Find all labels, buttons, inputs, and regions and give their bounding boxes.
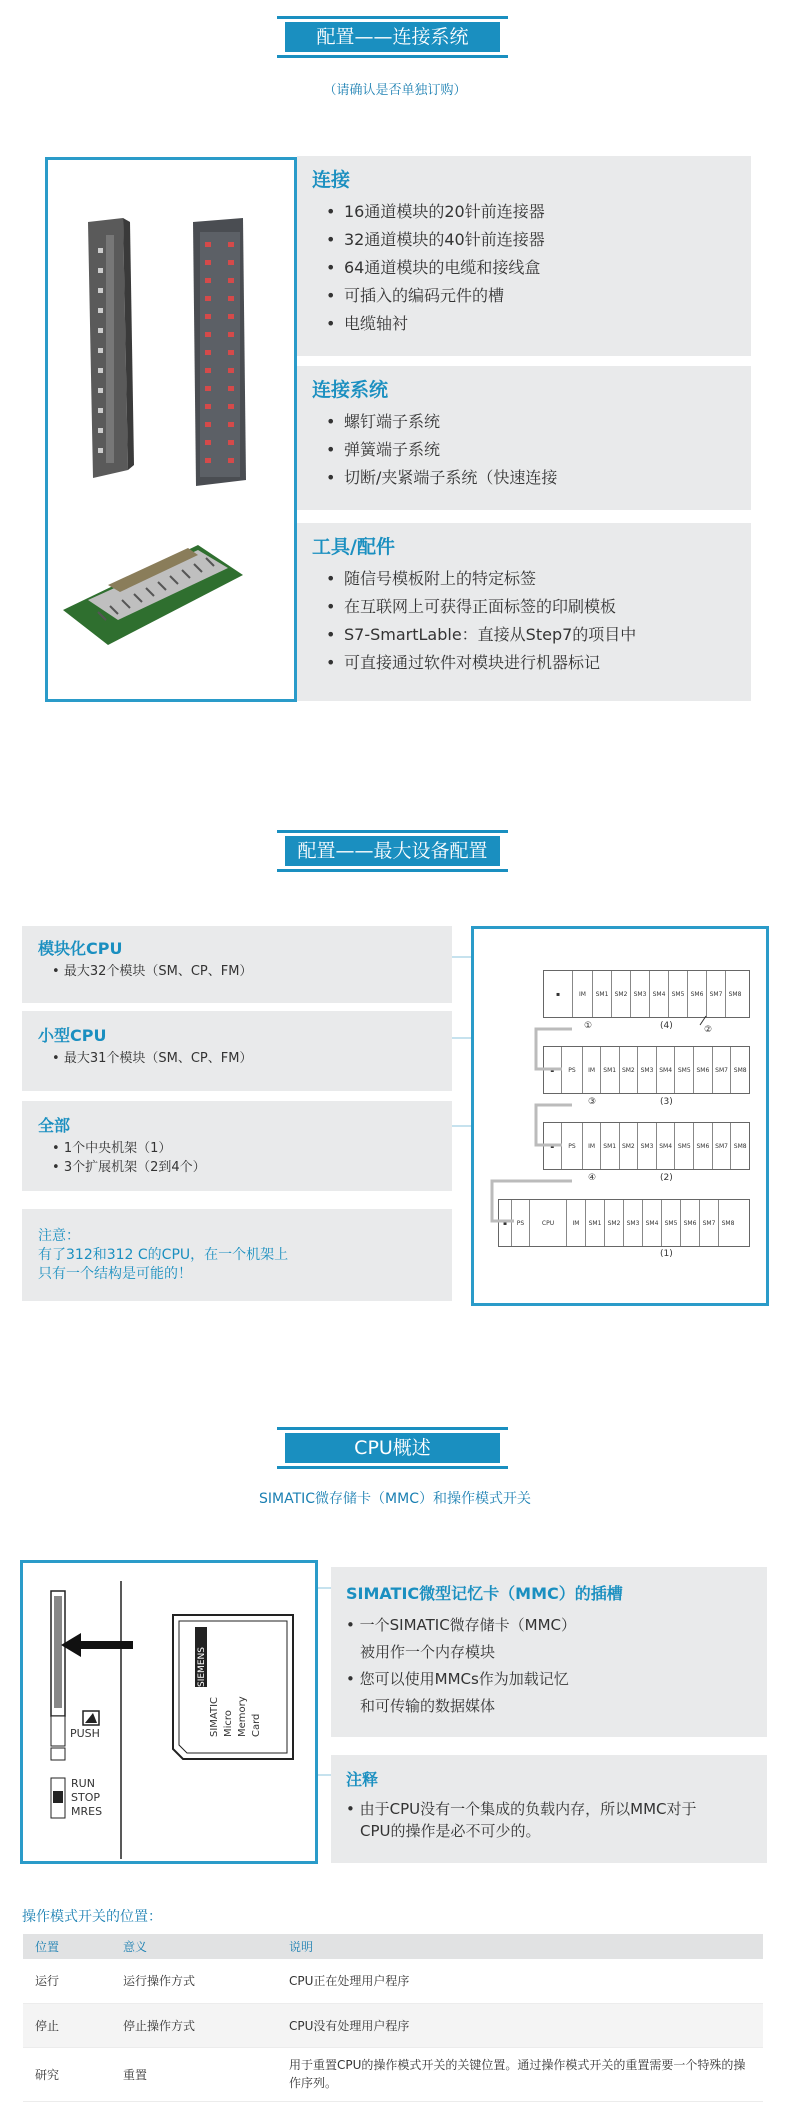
table-cell: 用于重置CPU的操作模式开关的关键位置。通过操作模式开关的重置需要一个特殊的操作序列。	[277, 2047, 763, 2101]
rack-slot: IM	[567, 1200, 586, 1246]
rack-slot: SM1	[601, 1047, 620, 1093]
panel-tools-title: 工具/配件	[312, 536, 395, 558]
table-cell: 重置	[111, 2047, 277, 2101]
card-line: Memory	[237, 1696, 248, 1737]
rack-slot: SM5	[675, 1047, 694, 1093]
table-cell: 运行操作方式	[111, 1959, 277, 2003]
rack-label: (2)	[660, 1173, 673, 1183]
panel-note-title: 注释	[346, 1770, 379, 1789]
rack-slot: SM6	[694, 1123, 713, 1169]
terminal-block-image	[63, 545, 243, 645]
list-item: • 32通道模块的40针前连接器	[326, 226, 751, 254]
table-header: 意义	[111, 1934, 277, 1959]
panel-tools	[297, 523, 751, 701]
list-item: • 您可以使用MMCs作为加载记忆	[346, 1670, 569, 1688]
list-item: • 电缆轴衬	[326, 310, 751, 338]
panel-connection-system-title: 连接系统	[312, 379, 389, 401]
rack-label: (3)	[660, 1097, 673, 1107]
list-item: • 弹簧端子系统	[326, 436, 751, 464]
list-item: • 可直接通过软件对模块进行机器标记	[326, 649, 751, 677]
list-item: • 最大32个模块（SM、CP、FM）	[52, 964, 253, 979]
list-item-text: 3个扩展机架（2到4个）	[63, 1160, 206, 1175]
block-all-title: 全部	[38, 1116, 71, 1135]
rack-slot: SM5	[675, 1123, 694, 1169]
panel-note	[331, 1755, 767, 1863]
block-compact-cpu-title: 小型CPU	[38, 1026, 107, 1045]
panel-connection-system	[297, 366, 751, 510]
list-item: • 螺钉端子系统	[326, 408, 751, 436]
panel-connection	[297, 156, 751, 356]
list-item: • 在互联网上可获得正面标签的印刷模板	[326, 593, 751, 621]
table-cell: CPU没有处理用户程序	[277, 2003, 763, 2047]
rack-slot: SM8	[733, 1142, 747, 1150]
rack-slot: SM2	[620, 1123, 639, 1169]
block-note	[22, 1209, 452, 1301]
rack-slot-empty: ▪	[544, 1047, 562, 1093]
rack-slot: SM3	[638, 1047, 657, 1093]
block-modular-cpu	[22, 926, 452, 1003]
rack-slot: SM2	[612, 971, 631, 1017]
table-cell: 停止	[23, 2003, 111, 2047]
list-item-continuation: 被用作一个内存模块	[360, 1643, 496, 1661]
list-item-text: 由于CPU没有一个集成的负载内存，所以MMC对于	[359, 1800, 697, 1818]
list-item: • 由于CPU没有一个集成的负载内存，所以MMC对于	[346, 1800, 697, 1818]
connector-images-frame	[45, 157, 297, 702]
rack-label: (1)	[660, 1249, 673, 1259]
rack-slot: SM5	[662, 1200, 681, 1246]
rack-slot: SM3	[631, 971, 650, 1017]
list-item-continuation: 和可传输的数据媒体	[360, 1697, 496, 1715]
rack-slot: IM	[573, 971, 593, 1017]
table-row	[23, 2047, 763, 2101]
rack-slot: SM2	[605, 1200, 624, 1246]
rack-slot: SM7	[713, 1123, 732, 1169]
table-header-row	[23, 1934, 763, 1959]
rack-slot-empty: ▪	[499, 1200, 512, 1246]
list-item: • 随信号模板附上的特定标签	[326, 565, 751, 593]
rack-slot: SM7	[713, 1047, 732, 1093]
rack-slot: SM4	[657, 1047, 676, 1093]
rack-slot: SM8	[721, 1219, 735, 1227]
panel-connection-title: 连接	[312, 169, 351, 191]
list-item: • 一个SIMATIC微存储卡（MMC）	[346, 1616, 577, 1634]
section2-banner: 配置——最大设备配置	[285, 836, 500, 866]
list-item-text: 最大31个模块（SM、CP、FM）	[63, 1051, 253, 1066]
table-cell: 停止操作方式	[111, 2003, 277, 2047]
rack-slot: SM4	[643, 1200, 662, 1246]
card-line: Card	[251, 1713, 262, 1737]
card-line: SIMATIC	[209, 1696, 220, 1737]
list-item: • S7-SmartLable：直接从Step7的项目中	[326, 621, 751, 649]
section1-subtitle: （请确认是否单独订购）	[323, 83, 467, 98]
card-brand: SIEMENS	[197, 1647, 207, 1687]
card-line: Micro	[223, 1710, 234, 1737]
rack-slot: SM8	[733, 1066, 747, 1074]
table-header: 说明	[277, 1934, 763, 1959]
list-item: • 16通道模块的20针前连接器	[326, 198, 751, 226]
table-caption: 操作模式开关的位置：	[22, 1909, 162, 1925]
rack-slot: SM2	[620, 1047, 639, 1093]
list-item: • 最大31个模块（SM、CP、FM）	[52, 1051, 253, 1066]
circle-label: ③	[588, 1097, 597, 1107]
push-label: PUSH	[70, 1727, 100, 1740]
note-line1: 有了312和312 C的CPU，在一个机架上	[38, 1247, 289, 1263]
mmc-illustration-frame	[20, 1560, 318, 1864]
rack-slot: PS	[512, 1200, 530, 1246]
table-cell: CPU正在处理用户程序	[277, 1959, 763, 2003]
rack-slot: SM6	[681, 1200, 700, 1246]
table-row	[23, 2003, 763, 2047]
block-connector-lines	[452, 930, 472, 1230]
mmc-slot-illustration	[23, 1563, 315, 1861]
rack-slot: SM7	[700, 1200, 719, 1246]
list-item-text: 一个SIMATIC微存储卡（MMC）	[359, 1616, 577, 1634]
rack-slot: SM7	[707, 971, 726, 1017]
section3-subtitle: SIMATIC微存储卡（MMC）和操作模式开关	[259, 1491, 531, 1507]
rack-slot: CPU	[530, 1200, 567, 1246]
section1-banner: 配置——连接系统	[285, 22, 500, 52]
rack-label: (4)	[660, 1021, 673, 1031]
circle-label: ②	[704, 1025, 713, 1035]
switch-label-run: RUN	[71, 1777, 95, 1790]
list-item-continuation: CPU的操作是必不可少的。	[360, 1822, 541, 1840]
note-line2: 只有一个结构是可能的！	[38, 1266, 192, 1282]
list-item: • 1个中央机架（1）	[52, 1141, 172, 1156]
rack-slot: SM3	[638, 1123, 657, 1169]
table-cell: 运行	[23, 1959, 111, 2003]
block-compact-cpu	[22, 1011, 452, 1091]
rack-slot: SM6	[694, 1047, 713, 1093]
rack-slot: SM1	[593, 971, 612, 1017]
table-cell: 研究	[23, 2047, 111, 2101]
rack-slot-empty: ▪	[544, 1123, 562, 1169]
rack-slot: PS	[562, 1047, 584, 1093]
rack-diagram-frame	[471, 926, 769, 1306]
list-item-text: 您可以使用MMCs作为加载记忆	[359, 1670, 569, 1688]
note-label: 注意：	[38, 1228, 80, 1244]
list-item: • 可插入的编码元件的槽	[326, 282, 751, 310]
mmc-connector-lines	[318, 1580, 332, 1830]
block-all	[22, 1101, 452, 1191]
rack-slot: IM	[583, 1123, 601, 1169]
list-item-text: 最大32个模块（SM、CP、FM）	[63, 964, 253, 979]
rack-slot: SM3	[624, 1200, 643, 1246]
circle-label: ①	[584, 1021, 593, 1031]
panel-mmc-slot	[331, 1567, 767, 1737]
front-connector-illustration	[48, 160, 294, 699]
list-item: • 切断/夹紧端子系统（快速连接	[326, 464, 751, 492]
rack-slot: SM4	[657, 1123, 676, 1169]
list-item: • 3个扩展机架（2到4个）	[52, 1160, 206, 1175]
circle-label: ④	[588, 1173, 597, 1183]
panel-mmc-slot-title: SIMATIC微型记忆卡（MMC）的插槽	[346, 1584, 623, 1603]
rack-slot: SM8	[728, 990, 742, 998]
connector-40pin-image	[193, 218, 246, 486]
table-header: 位置	[23, 1934, 111, 1959]
rack-slot: SM1	[586, 1200, 605, 1246]
section3-banner: CPU概述	[285, 1433, 500, 1463]
rack-cable-lines	[474, 929, 766, 1303]
rack-slot-empty: ▪	[544, 971, 573, 1017]
rack-slot: SM5	[669, 971, 688, 1017]
rack-slot: SM6	[688, 971, 707, 1017]
rack-slot: SM4	[650, 971, 669, 1017]
block-modular-cpu-title: 模块化CPU	[38, 939, 123, 958]
switch-label-stop: STOP	[71, 1791, 100, 1804]
table-row	[23, 1959, 763, 2003]
operating-mode-table	[23, 1934, 763, 2102]
list-item-text: 1个中央机架（1）	[63, 1141, 172, 1156]
rack-slot: IM	[583, 1047, 601, 1093]
rack-slot: PS	[562, 1123, 584, 1169]
mode-switch-labels	[71, 1777, 102, 1819]
connector-20pin-image	[88, 218, 134, 478]
rack-slot: SM1	[601, 1123, 620, 1169]
list-item: • 64通道模块的电缆和接线盒	[326, 254, 751, 282]
switch-label-mres: MRES	[71, 1805, 103, 1818]
